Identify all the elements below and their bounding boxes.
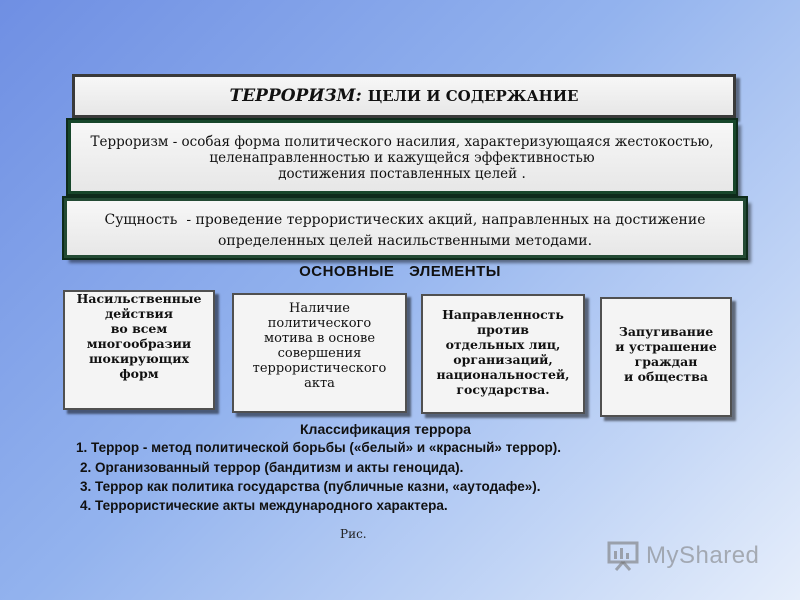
card-line: шокирующих — [89, 351, 189, 366]
card-line: организаций, — [453, 352, 553, 367]
card-line: против — [477, 322, 529, 337]
elements-heading: ОСНОВНЫЕ ЭЛЕМЕНТЫ — [299, 263, 501, 280]
essence-line: определенных целей насильственными методами. — [217, 233, 593, 249]
title-box — [72, 74, 736, 118]
card-line: национальностей, — [436, 367, 570, 382]
element-card-motive — [232, 293, 407, 413]
definition-line: целенаправленностью и кажущейся эффективностью — [209, 150, 595, 166]
card-line: мотива в основе — [263, 331, 376, 346]
card-line: Направленность — [442, 307, 564, 322]
card-line: граждан — [634, 354, 698, 369]
essence-box — [64, 198, 746, 258]
classification-item: 4. Террористические акты международного характера. — [80, 498, 448, 513]
presentation-board-icon — [606, 541, 640, 571]
element-card-direction — [421, 294, 585, 414]
card-line: многообразии — [86, 336, 192, 351]
essence-line: Сущность - проведение террористических акций, направленных на достижение — [104, 212, 706, 228]
card-line: во всем — [110, 321, 168, 336]
classification-item: 3. Террор как политика государства (публичные казни, «аутодафе»). — [80, 479, 541, 494]
title-main: ТЕРРОРИЗМ: — [229, 86, 362, 106]
card-line: террористического — [252, 361, 387, 376]
element-card-intimidation — [600, 297, 732, 417]
classification-heading: Классификация террора — [300, 421, 471, 437]
watermark-text: MyShared — [646, 542, 760, 569]
element-card-violence — [63, 290, 215, 410]
figure-label: Рис. — [340, 527, 367, 541]
definition-box — [68, 120, 736, 194]
title-sub: ЦЕЛИ И СОДЕРЖАНИЕ — [367, 87, 579, 105]
card-line: Насильственные — [76, 291, 202, 306]
card-line: и общества — [624, 369, 708, 384]
card-line: форм — [119, 366, 159, 381]
classification-item: 2. Организованный террор (бандитизм и акты геноцида). — [80, 460, 464, 475]
card-line: и устрашение — [615, 339, 717, 354]
watermark-logo — [606, 536, 759, 576]
card-line: Наличие — [289, 301, 350, 316]
card-line: действия — [104, 306, 174, 321]
card-line: Запугивание — [618, 324, 714, 339]
card-line: совершения — [277, 346, 362, 361]
card-line: государства. — [456, 382, 550, 397]
card-line: политического — [267, 316, 372, 331]
classification-item: 1. Террор - метод политической борьбы («белый» и «красный» террор). — [76, 440, 562, 455]
card-line: акта — [304, 376, 335, 391]
definition-line: Терроризм - особая форма политического насилия, характеризующаяся жестокостью, — [90, 134, 714, 150]
card-line: отдельных лиц, — [445, 337, 561, 352]
definition-line: достижения поставленных целей . — [278, 166, 526, 182]
